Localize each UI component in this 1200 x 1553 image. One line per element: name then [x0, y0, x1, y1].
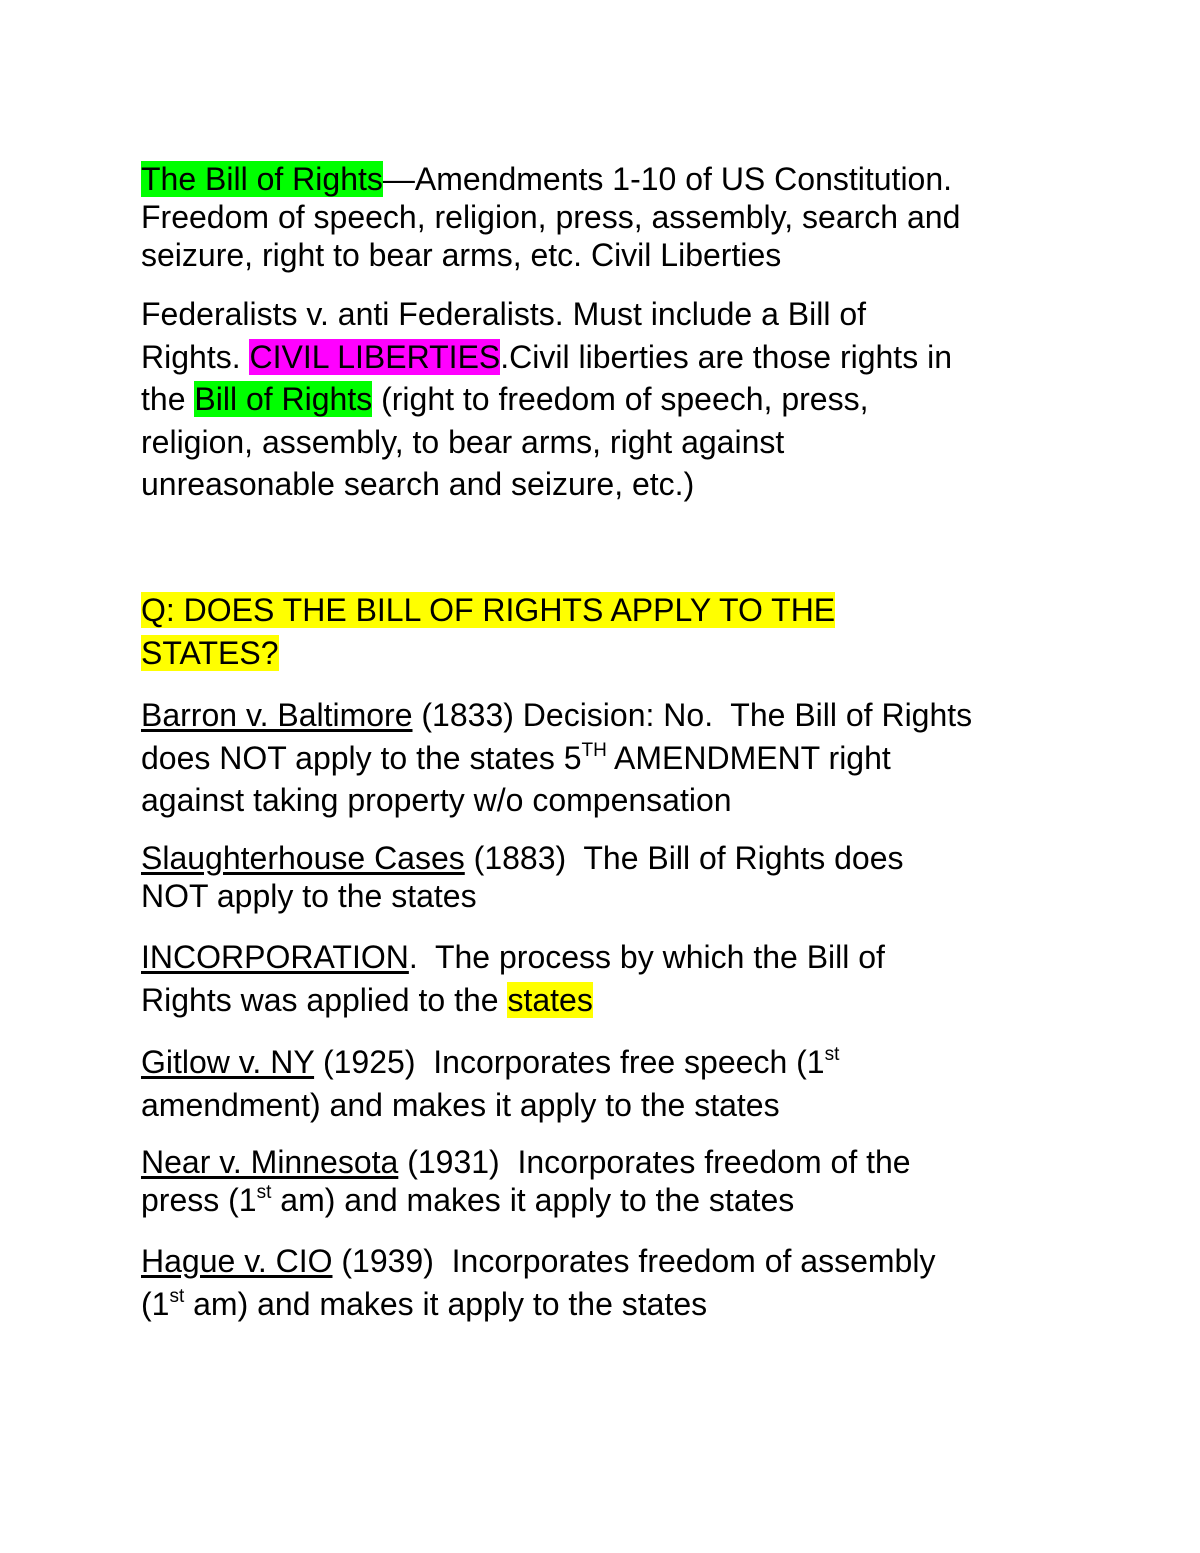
near-case-paragraph — [141, 1143, 1081, 1219]
line — [141, 1143, 1081, 1181]
line: amendment) and makes it apply to the states — [141, 1086, 780, 1123]
text: am) and makes it apply to the states — [184, 1285, 708, 1322]
superscript: st — [256, 1182, 272, 1203]
highlight-civil-liberties: CIVIL LIBERTIES — [249, 338, 501, 375]
line — [141, 1240, 1081, 1283]
text: (1 — [141, 1285, 170, 1322]
gitlow-case-paragraph — [141, 1041, 1081, 1126]
line: Federalists v. anti Federalists. Must include a Bill of — [141, 296, 867, 332]
text: (1931) Incorporates freedom of the — [398, 1144, 911, 1180]
text: Rights. — [141, 338, 250, 375]
text: press (1 — [141, 1182, 257, 1218]
incorporation-paragraph — [141, 936, 1081, 1021]
case-name: Barron v. Baltimore — [141, 697, 413, 733]
line: against taking property w/o compensation — [141, 782, 732, 818]
bill-of-rights-paragraph — [141, 160, 1081, 274]
line — [141, 1041, 1081, 1084]
text: .Civil liberties are those rights in — [500, 338, 952, 375]
case-name: Near v. Minnesota — [141, 1144, 399, 1180]
barron-case-paragraph — [141, 694, 1081, 822]
term: INCORPORATION — [141, 939, 409, 975]
text: does NOT apply to the states 5 — [141, 739, 582, 776]
text: AMENDMENT right — [606, 739, 891, 776]
text: Rights was applied to the — [141, 981, 508, 1018]
line: NOT apply to the states — [141, 878, 477, 914]
highlight-question: STATES? — [141, 634, 279, 671]
line — [141, 936, 1081, 979]
line — [141, 632, 1081, 675]
line — [141, 979, 1081, 1022]
line — [141, 1181, 1081, 1219]
text: . The process by which the Bill of — [408, 939, 885, 975]
text: —Amendments 1-10 of US Constitution. — [382, 161, 953, 197]
case-name: Slaughterhouse Cases — [141, 840, 465, 876]
line: Freedom of speech, religion, press, assembly, search and — [141, 199, 961, 235]
text: (1883) The Bill of Rights does — [464, 840, 904, 876]
text: am) and makes it apply to the states — [271, 1182, 795, 1218]
superscript: st — [169, 1285, 185, 1307]
line — [141, 1283, 1081, 1326]
line — [141, 378, 1081, 421]
superscript: TH — [581, 739, 607, 761]
highlight-states: states — [507, 981, 593, 1018]
highlight-question: Q: DOES THE BILL OF RIGHTS APPLY TO THE — [141, 592, 836, 628]
line — [141, 160, 1081, 198]
text: (1833) Decision: No. The Bill of Rights — [412, 697, 973, 733]
hague-case-paragraph — [141, 1240, 1081, 1325]
slaughterhouse-case-paragraph — [141, 839, 1081, 915]
case-name: Hague v. CIO — [141, 1243, 333, 1279]
case-name: Gitlow v. NY — [141, 1044, 315, 1080]
superscript: st — [824, 1044, 840, 1065]
highlight-bill-of-rights: Bill of Rights — [194, 381, 373, 417]
line: seizure, right to bear arms, etc. Civil Liberties — [141, 237, 782, 273]
text: the — [141, 381, 195, 417]
line: religion, assembly, to bear arms, right against — [141, 423, 785, 460]
text: (1925) Incorporates free speech (1 — [314, 1044, 825, 1080]
line — [141, 694, 1081, 737]
line — [141, 839, 1081, 877]
highlight-bill-of-rights: The Bill of Rights — [141, 161, 383, 197]
line: unreasonable search and seizure, etc.) — [141, 466, 695, 502]
text: (right to freedom of speech, press, — [372, 381, 869, 417]
text: (1939) Incorporates freedom of assembly — [332, 1243, 936, 1279]
line — [141, 589, 1081, 632]
line — [141, 336, 1081, 379]
line — [141, 737, 1081, 780]
federalists-paragraph — [141, 293, 1081, 506]
question-heading — [141, 589, 1081, 674]
